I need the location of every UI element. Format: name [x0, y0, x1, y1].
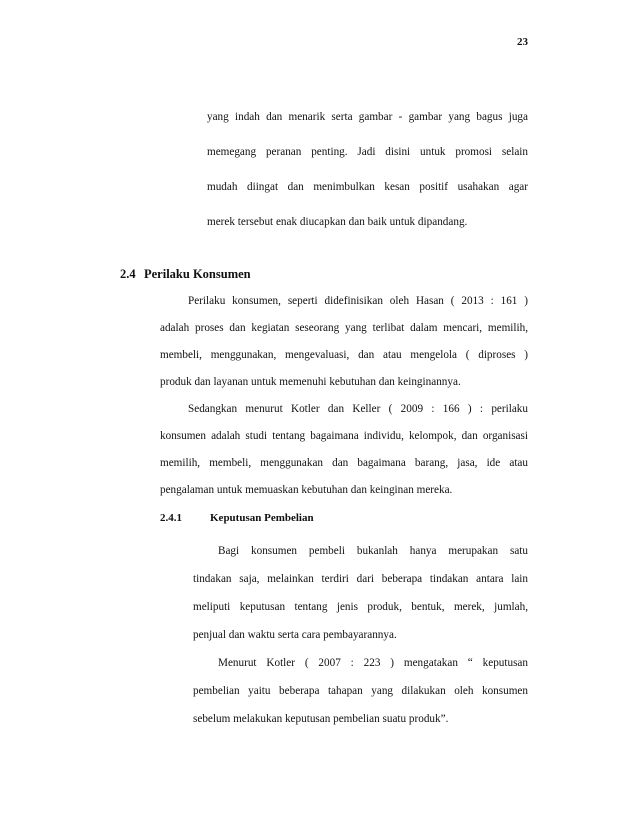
intro-line-2: memegang peranan penting. Jadi disini untuk promosi selain	[207, 146, 528, 158]
section-para2-line-2: konsumen adalah studi tentang bagaimana individu, kelompok, dan organisasi	[160, 430, 528, 442]
subsection-para1-line-2: tindakan saja, melainkan terdiri dari beberapa tindakan antara lain	[193, 573, 528, 585]
page-number: 23	[517, 36, 528, 48]
intro-line-3: mudah diingat dan menimbulkan kesan positif usahakan agar	[207, 181, 528, 193]
subsection-para1-line-3: meliputi keputusan tentang jenis produk, bentuk, merek, jumlah,	[193, 601, 528, 613]
section-para1-line-1: Perilaku konsumen, seperti didefinisikan oleh Hasan ( 2013 : 161 )	[188, 295, 528, 307]
subsection-para1-line-1: Bagi konsumen pembeli bukanlah hanya merupakan satu	[218, 545, 528, 557]
intro-line-1: yang indah dan menarik serta gambar - gambar yang bagus juga	[207, 111, 528, 123]
section-para1-line-4: produk dan layanan untuk memenuhi kebutuhan dan keinginannya.	[160, 376, 461, 388]
subsection-para2-line-3: sebelum melakukan keputusan pembelian suatu produk”.	[193, 713, 449, 725]
section-para1-line-3: membeli, menggunakan, mengevaluasi, dan atau mengelola ( diproses )	[160, 349, 528, 361]
section-para2-line-1: Sedangkan menurut Kotler dan Keller ( 2009 : 166 ) : perilaku	[188, 403, 528, 415]
section-para2-line-4: pengalaman untuk memuaskan kebutuhan dan keinginan mereka.	[160, 484, 453, 496]
subsection-para2-line-1: Menurut Kotler ( 2007 : 223 ) mengatakan “ keputusan	[218, 657, 528, 669]
section-title: Perilaku Konsumen	[144, 267, 251, 281]
intro-line-4: merek tersebut enak diucapkan dan baik untuk dipandang.	[207, 216, 468, 228]
subsection-title: Keputusan Pembelian	[210, 512, 314, 524]
section-heading	[120, 267, 251, 282]
subsection-heading	[160, 512, 314, 524]
subsection-para2-line-2: pembelian yaitu beberapa tahapan yang dilakukan oleh konsumen	[193, 685, 528, 697]
section-para1-line-2: adalah proses dan kegiatan seseorang yang terlibat dalam mencari, memilih,	[160, 322, 528, 334]
subsection-para1-line-4: penjual dan waktu serta cara pembayarannya.	[193, 629, 397, 641]
section-number: 2.4	[120, 267, 136, 281]
subsection-number: 2.4.1	[160, 512, 182, 524]
section-para2-line-3: memilih, membeli, menggunakan dan bagaimana barang, jasa, ide atau	[160, 457, 528, 469]
